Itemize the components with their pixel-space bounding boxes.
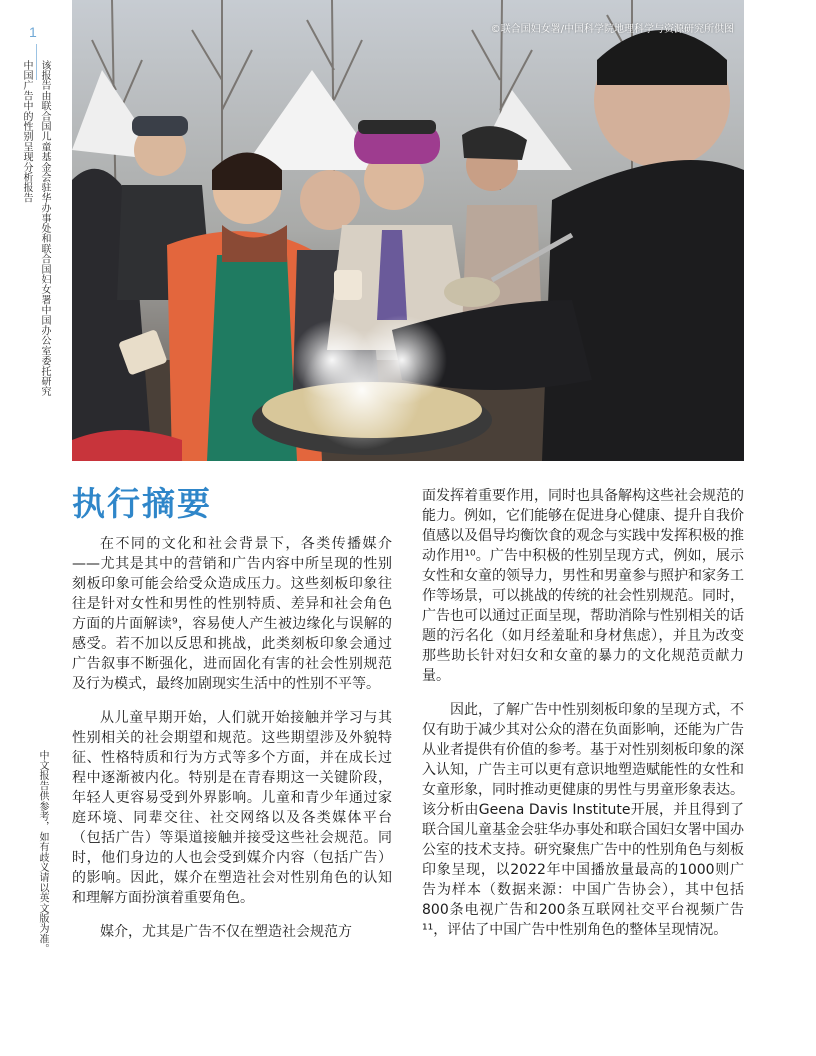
paragraph: 媒介，尤其是广告不仅在塑造社会规范方 [100, 924, 352, 940]
cover-photo [72, 0, 744, 461]
side-report-title: 中国广告中的性别呈现分析报告 [21, 60, 32, 203]
paragraph: 在不同的文化和社会背景下，各类传播媒介——尤其是其中的营销和广告内容中所呈现的性别刻板印象可能会给受众造成压力。这些刻板印象往往是针对女性和男性的性别特质、差异和社会角色方面的片面解读⁹，容易使人产生被边缘化与误解的感受。若不加以反思和挑战，此类刻板印象会通过广告叙事不断强化，进而固化有害的社会性别规范及行为模式，最终加剧现实生活中的性别不平等。 [72, 536, 392, 692]
page-number-divider [36, 44, 37, 80]
photo-credit: ©联合国妇女署/中国科学院地理科学与资源研究所供图 [490, 24, 734, 35]
left-column [72, 534, 392, 942]
side-language-note: 中文报告供参考，如有歧义请以英文版为准。 [37, 750, 48, 954]
page-title: 执行摘要 [72, 484, 212, 523]
page-number: 1 [29, 24, 37, 40]
photo-people-sharing-soup-icon [72, 0, 744, 461]
paragraph: 从儿童早期开始，人们就开始接触并学习与其性别相关的社会期望和规范。这些期望涉及外貌特征、性格特质和行为方式等多个方面，并在成长过程中逐渐被内化。特别是在青春期这一关键阶段，年轻人更容易受到外界影响。儿童和青少年通过家庭环境、同辈交往、社交网络以及各类媒体平台（包括广告）等渠道接触并接受这些社会规范。同时，他们身边的人也会受到媒介内容（包括广告）的影响。因此，媒介在塑造社会对性别角色的认知和理解方面扮演着重要角色。 [72, 710, 392, 906]
right-column [422, 486, 744, 940]
side-report-commission: 该报告由联合国儿童基金会驻华办事处和联合国妇女署中国办公室委托研究 [39, 60, 50, 397]
paragraph: 面发挥着重要作用，同时也具备解构这些社会规范的能力。例如，它们能够在促进身心健康、提升自我价值感以及倡导均衡饮食的观念与实践中发挥积极的推动作用¹⁰。广告中积极的性别呈现方式，例如，展示女性和女童的领导力，男性和男童参与照护和家务工作等场景，可以挑战的传统的社会性别规范。同时，广告也可以通过正面呈现，帮助消除与性别相关的话题的污名化（如月经羞耻和身材焦虑），并且为改变那些助长针对妇女和女童的暴力的文化规范贡献力量。 [422, 488, 744, 684]
paragraph: 因此，了解广告中性别刻板印象的呈现方式，不仅有助于减少其对公众的潜在负面影响，还能为广告从业者提供有价值的参考。基于对性别刻板印象的深入认知，广告主可以更有意识地塑造赋能性的女性和女童形象，同时推动更健康的男性与男童形象表达。该分析由Geena Davis Institute开展，并且得到了联合国儿童基金会驻华办事处和联合国妇女署中国办公室的技术支持。研究聚焦广告中的性别角色与刻板印象呈现，以2022年中国播放量最高的1000则广告为样本（数据来源：中国广告协会），其中包括800条电视广告和200条互联网社交平台视频广告¹¹，评估了中国广告中性别角色的整体呈现情况。 [422, 702, 744, 938]
